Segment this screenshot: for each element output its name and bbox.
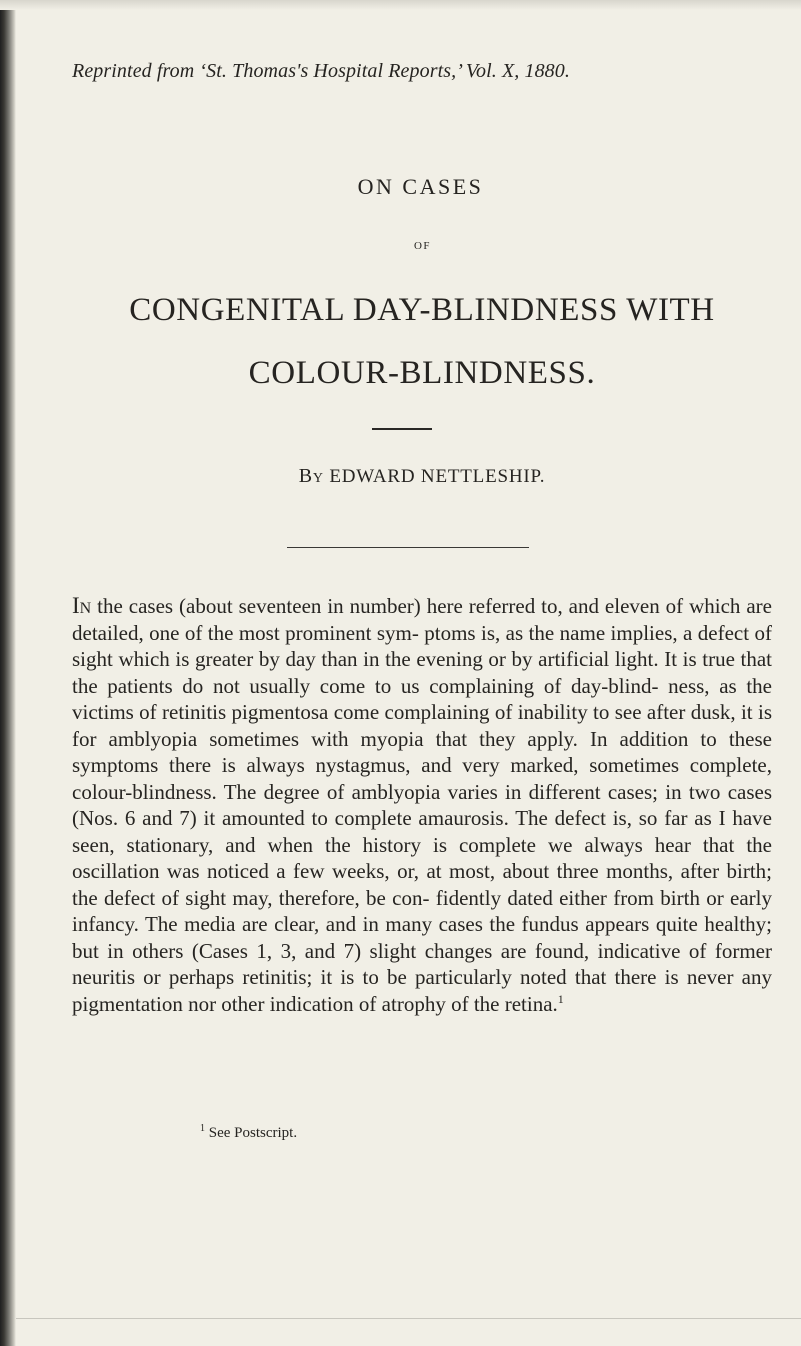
title-connector: OF	[413, 240, 432, 252]
title-line-3: COLOUR-BLINDNESS.	[248, 355, 596, 391]
page-top-edge	[0, 0, 801, 10]
section-divider	[287, 547, 529, 548]
reprint-note: Reprinted from ‘St. Thomas's Hospital Reports,’ Vol. X, 1880.	[72, 60, 570, 82]
title-divider	[372, 428, 432, 430]
page-binding-edge	[0, 0, 16, 1346]
footnote-reference: 1	[557, 991, 564, 1006]
title-line-2: CONGENITAL DAY-BLINDNESS WITH	[129, 292, 715, 328]
byline-prefix: By	[298, 465, 324, 487]
title-line-1: ON CASES	[357, 174, 484, 199]
footnote-marker: 1	[200, 1123, 205, 1134]
page-bottom-edge	[16, 1318, 801, 1319]
paragraph-text: the cases (about seventeen in number) here referred to, and eleven of which are detailed, one of the most prominent sym- ptoms is, as the name implies, a defect of sight which is greater by day than in the evening or by artificial light. It is true that the patients do not usually come to us complaining of day-blind- ness, as the victims of retinitis pigmentosa come complaining of inability to see after dusk, it is for amblyopia sometimes with myopia that they apply. In addition to these symptoms there is always nystagmus, and very marked, sometimes complete, colour-blindness. The degree of amblyopia varies in different cases; in two cases (Nos. 6 and 7) it amounted to complete amaurosis. The defect is, so far as I have seen, stationary, and when the history is complete we always hear that the oscillation was noticed a few weeks, or, at most, about three months, after birth; the defect of sight may, therefore, be con- fidently dated either from birth or early infancy. The media are clear, and in many cases the fundus appears quite healthy; but in others (Cases 1, 3, and 7) slight changes are found, indicative of former neuritis or perhaps retinitis; it is to be particularly noted that there is never any pigmentation nor other indication of atrophy of the retina.	[72, 594, 773, 1016]
author-name: EDWARD NETTLESHIP.	[329, 466, 546, 487]
body-paragraph	[72, 593, 772, 1017]
footnote	[200, 1123, 760, 1142]
lead-word: In	[72, 593, 92, 618]
byline	[72, 465, 772, 488]
footnote-text: See Postscript.	[208, 1125, 298, 1141]
